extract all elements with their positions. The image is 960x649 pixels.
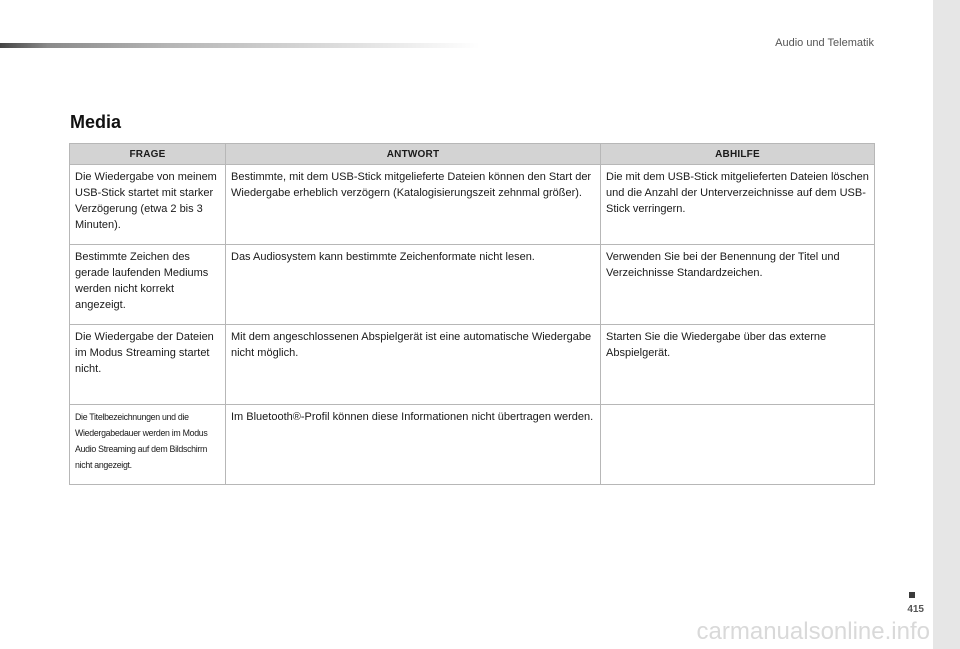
remedy-cell: Die mit dem USB-Stick mitgelieferten Dateien löschen und die Anzahl der Unterverzeichnisse auf dem USB-Stick verringern. (601, 165, 875, 245)
answer-cell: Mit dem angeschlossenen Abspielgerät ist eine automatische Wiedergabe nicht möglich. (226, 325, 601, 405)
remedy-cell (601, 405, 875, 485)
section-title: Audio und Telematik (775, 37, 874, 49)
table-row (70, 405, 875, 485)
column-header-abhilfe: ABHILFE (601, 144, 875, 165)
page-number: 415 (907, 604, 924, 615)
table-header-row (70, 144, 875, 165)
watermark: carmanualsonline.info (696, 618, 930, 645)
header-gradient-rule (0, 43, 480, 48)
question-cell: Die Wiedergabe der Dateien im Modus Streaming startet nicht. (70, 325, 226, 405)
page-heading: Media (70, 112, 122, 132)
table-row (70, 165, 875, 245)
question-cell: Die Wiedergabe von meinem USB-Stick startet mit starker Verzögerung (etwa 2 bis 3 Minuten). (70, 165, 226, 245)
page-marker-square (909, 592, 915, 598)
question-cell: Die Titelbezeichnungen und die Wiedergabedauer werden im Modus Audio Streaming auf dem Bildschirm nicht angezeigt. (70, 405, 226, 485)
column-header-antwort: ANTWORT (226, 144, 601, 165)
remedy-cell: Verwenden Sie bei der Benennung der Titel und Verzeichnisse Standardzeichen. (601, 245, 875, 325)
question-cell: Bestimmte Zeichen des gerade laufenden Mediums werden nicht korrekt angezeigt. (70, 245, 226, 325)
right-margin-band (933, 0, 960, 649)
answer-cell: Bestimmte, mit dem USB-Stick mitgelieferte Dateien können den Start der Wiedergabe erheblich verzögern (Katalogisierungszeit zehnmal größer). (226, 165, 601, 245)
table-row (70, 245, 875, 325)
column-header-frage: FRAGE (70, 144, 226, 165)
table-row (70, 325, 875, 405)
answer-cell: Im Bluetooth®-Profil können diese Informationen nicht übertragen werden. (226, 405, 601, 485)
faq-table (69, 143, 875, 485)
remedy-cell: Starten Sie die Wiedergabe über das externe Abspielgerät. (601, 325, 875, 405)
answer-cell: Das Audiosystem kann bestimmte Zeichenformate nicht lesen. (226, 245, 601, 325)
